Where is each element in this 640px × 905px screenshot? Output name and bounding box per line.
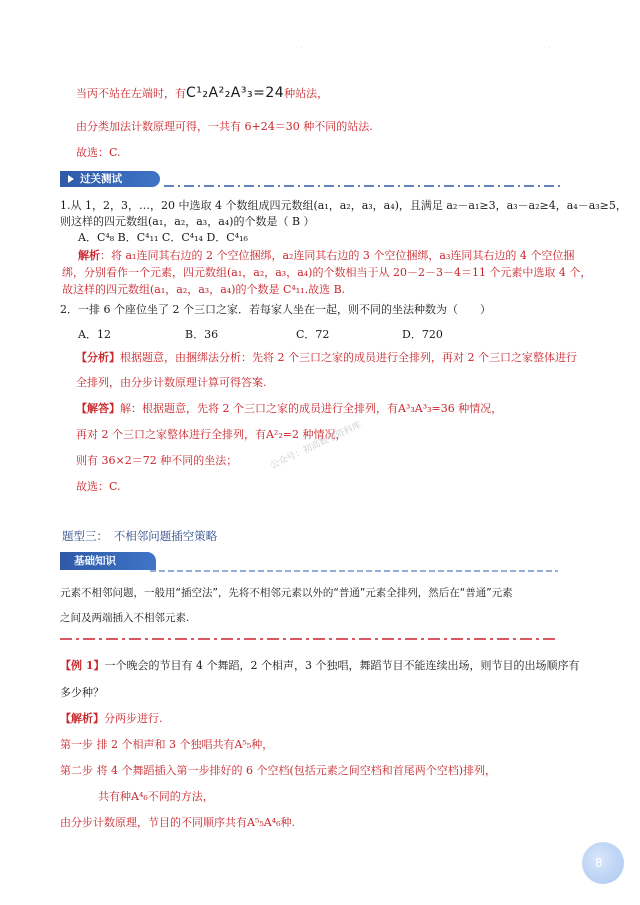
q1-stem-2: 则这样的四元数组(a₁，a₂，a₃，a₄)的个数是（ B ）	[60, 215, 315, 228]
q2-answer-1: 【解答】解：根据题意，先将 2 个三口之家的成员进行全排列，有A³₃A³₃=36 种情况，	[76, 402, 503, 415]
example1-stem-1: 【例 1】一个晚会的节目有 4 个舞蹈，2 个相声，3 个独唱，舞蹈节目不能连续出场，则节目的出场顺序有	[60, 659, 580, 672]
page-number-badge: 8	[582, 842, 624, 884]
q2-analysis-2: 全排列，由分步计数原理计算可得答案.	[76, 376, 267, 389]
q1-analysis-label: 解析	[78, 249, 100, 262]
q2-analysis-tag: 【分析】	[76, 351, 120, 364]
q1-stem-1: 1.从 1，2，3，…，20 中选取 4 个数组成四元数组(a₁，a₂，a₃，a₄)，且满足 a₂－a₁≥3，a₃－a₂≥4，a₄－a₃≥5，	[60, 199, 627, 212]
top-line-2: 由分类加法计数原理可得，一共有 6+24＝30 种不同的站法.	[76, 120, 373, 133]
knowledge-line-1: 元素不相邻问题，一般用“插空法”，先将不相邻元素以外的“普通”元素全排列，然后在“普通”元素	[60, 587, 513, 599]
section3-heading: 题型三： 不相邻问题插空策略	[62, 529, 218, 543]
example1-step-2: 第二步 将 4 个舞蹈插入第一步排好的 6 个空档(包括元素之间空档和首尾两个空档)排列，	[60, 764, 497, 777]
q2-answer-tag: 【解答】	[76, 402, 120, 415]
blue-dash-divider	[164, 184, 560, 188]
top-line-1: 当丙不站在左端时，有C¹₂A²₂A³₃=24种站法，	[76, 85, 329, 101]
q2-answer-4: 故选：C.	[76, 480, 121, 493]
q2-answer-2: 再对 2 个三口之家整体进行全排列，有A²₂=2 种情况，	[76, 428, 347, 441]
top-line-3: 故选：C.	[76, 146, 121, 159]
q1-analysis-3: 故这样的四元数组(a₁，a₂，a₃，a₄)的个数是 C⁴₁₁.故选 B.	[62, 283, 346, 296]
example1-step-1: 第一步 排 2 个相声和 3 个独唱共有A⁵₅种，	[60, 738, 274, 751]
q1-analysis-2: 绑，分别看作一个元素，四元数组(a₁，a₂，a₃，a₄)的个数相当于从 20－2－3－4＝11 个元素中选取 4 个，	[62, 266, 592, 279]
q2-option-a: A．12	[78, 328, 111, 341]
q1-options: A．C⁴₈ B．C⁴₁₁ C．C⁴₁₄ D．C⁴₁₆	[78, 231, 248, 244]
scan-mark: ·	[300, 44, 303, 52]
example1-solution: 【解析】分两步进行.	[60, 712, 163, 725]
test-banner: 过关测试	[60, 171, 160, 187]
red-dash-divider	[60, 637, 558, 641]
q2-option-d: D．720	[402, 328, 443, 341]
play-triangle-icon	[68, 175, 74, 183]
q2-option-c: C．72	[296, 328, 330, 341]
example1-step-2b: 共有种A⁴₆不同的方法，	[98, 790, 214, 803]
scan-mark: ·	[548, 44, 551, 52]
example1-conclusion: 由分步计数原理，节目的不同顺序共有A⁵₅A⁴₆种.	[60, 816, 296, 829]
example1-stem-2: 多少种？	[60, 686, 104, 699]
knowledge-line-2: 之间及两端插入不相邻元素.	[60, 612, 190, 624]
q1-analysis-1: 解析：将 a₁连同其右边的 2 个空位捆绑，a₂连同其右边的 3 个空位捆绑，a₃连同其右边的 4 个空位捆	[78, 249, 575, 262]
watermark: 公众号：初高数学资料库	[269, 420, 364, 472]
knowledge-dash-divider	[60, 569, 558, 573]
basic-knowledge-banner: 基础知识	[60, 552, 156, 570]
example1-tag: 【例 1】	[60, 659, 105, 672]
q2-analysis-1: 【分析】根据题意，由捆绑法分析：先将 2 个三口之家的成员进行全排列，再对 2 个三口之家整体进行	[76, 351, 577, 364]
example1-solution-tag: 【解析】	[60, 712, 104, 725]
q2-answer-3: 则有 36×2＝72 种不同的坐法；	[76, 454, 238, 467]
q2-option-b: B．36	[185, 328, 219, 341]
formula-c2a2a3: C¹₂A²₂A³₃=24	[186, 85, 285, 101]
q2-stem: 2．一排 6 个座位坐了 2 个三口之家．若每家人坐在一起，则不同的坐法种数为（ ）	[60, 303, 491, 316]
